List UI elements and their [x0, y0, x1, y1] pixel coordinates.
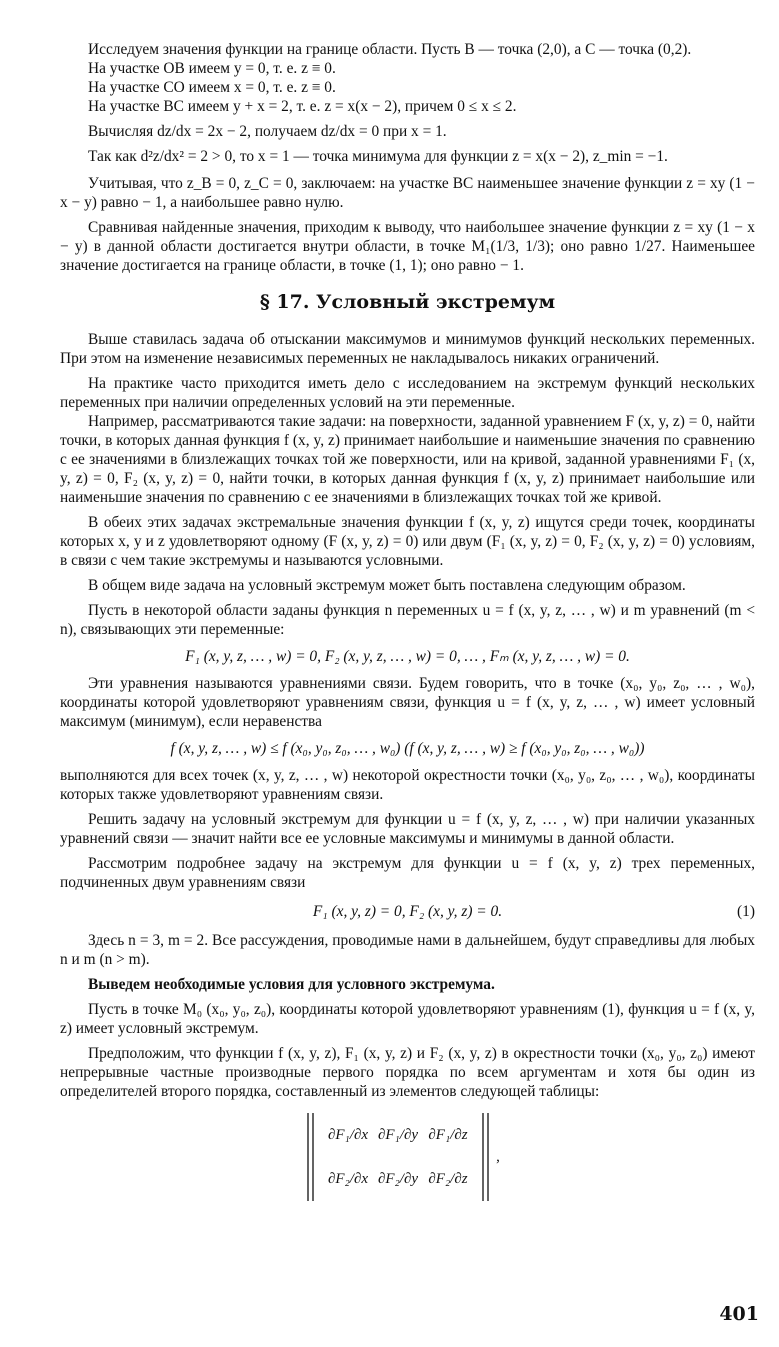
section-title: § 17. Условный экстремум — [259, 291, 556, 313]
matrix-cell: ∂F₁/∂x — [327, 1127, 368, 1143]
paragraph: Предположим, что функции f (x, y, z), F₁ (x, y, z) и F₂ (x, y, z) в окрестности точки (x₀, y₀, z₀) имеют непрерывные частные производные первого порядка по всем аргументам и хотя бы один из определителей второго порядка, составленный из элементов следующей таблицы: — [60, 1045, 755, 1100]
paragraph: Сравнивая найденные значения, приходим к выводу, что наибольшее значение функции z = xy (1 − x − y) в данной области достигается внутри области, в точке M₁(1/3, 1/3); оно равно 1/27. Наименьшее значение достигается на границе области, в точке (1, 1); оно равно − 1. — [60, 219, 755, 274]
matrix-cell: ∂F₁/∂z — [427, 1127, 468, 1143]
paragraph: Решить задачу на условный экстремум для функции u = f (x, y, z, … , w) при наличии указанных уравнений связи — значит найти все ее условные максимумы и минимумы в данной области. — [60, 811, 755, 847]
paragraph: Например, рассматриваются такие задачи: на поверхности, заданной уравнением F (x, y, z) = 0, найти точки, в которых данная функция f (x, y, z) принимает наибольшие и наименьшие значения по сравнению с ее значениями в близлежащих точках той же поверхности, или на кривой, заданной уравнениями F₁ (x, y, z) = 0, F₂ (x, y, z) = 0, найти точки, в которых данная функция f (x, y, z) принимает наибольшие или наименьшие значения по сравнению с ее значениями в близлежащих точках той же кривой. — [60, 413, 755, 506]
paragraph: Выше ставилась задача об отыскании максимумов и минимумов функций нескольких переменных. При этом на изменение независимых переменных не накладывалось никаких ограничений. — [60, 331, 755, 367]
paragraph: Исследуем значения функции на границе области. Пусть B — точка (2,0), а C — точка (0,2). — [88, 41, 692, 58]
equation-1 — [60, 902, 755, 921]
paragraph: Пусть в точке M₀ (x₀, y₀, z₀), координаты которой удовлетворяют уравнениям (1), функция u = f (x, y, z) имеет условный экстремум. — [60, 1001, 755, 1037]
paragraph: Так как d²z/dx² = 2 > 0, то x = 1 — точка минимума для функции z = x(x − 2), z_min = −1. — [88, 148, 668, 165]
jacobian-table — [60, 1107, 755, 1212]
matrix-cell: ∂F₂/∂x — [327, 1171, 368, 1187]
paragraph: Здесь n = 3, m = 2. Все рассуждения, проводимые нами в дальнейшем, будут справедливы для любых n и m (n > m). — [60, 932, 755, 968]
paragraph: Рассмотрим подробнее задачу на экстремум для функции u = f (x, y, z) трех переменных, подчиненных двум уравнениям связи — [60, 855, 755, 891]
matrix-cell: ∂F₁/∂y — [377, 1127, 418, 1143]
paragraph: На практике часто приходится иметь дело с исследованием на экстремум функций нескольких переменных при наличии определенных условий на эти переменные. — [60, 375, 755, 411]
paragraph: На участке BC имеем y + x = 2, т. е. z = x(x − 2), причем 0 ≤ x ≤ 2. — [88, 98, 517, 115]
matrix-cell: ∂F₂/∂y — [377, 1171, 418, 1187]
matrix-trailing: , — [495, 1149, 500, 1165]
paragraph: На участке CO имеем x = 0, т. е. z ≡ 0. — [88, 79, 336, 96]
jacobian-matrix — [298, 1107, 518, 1207]
equation-number: (1) — [737, 903, 755, 920]
paragraph: На участке OB имеем y = 0, т. е. z ≡ 0. — [88, 60, 336, 77]
paragraph: Пусть в некоторой области заданы функция n переменных u = f (x, y, z, … , w) и m уравнений (m < n), связывающих эти переменные: — [60, 602, 755, 638]
extremum-inequality: f (x, y, z, … , w) ≤ f (x₀, y₀, z₀, … , w₀) (f (x, y, z, … , w) ≥ f (x₀, y₀, z₀, … , w₀)) — [170, 740, 645, 757]
constraint-equations: F₁ (x, y, z, … , w) = 0, F₂ (x, y, z, … , w) = 0, … , Fₘ (x, y, z, … , w) = 0. — [185, 648, 630, 665]
matrix-cell: ∂F₂/∂z — [427, 1171, 468, 1187]
page-content — [60, 40, 755, 1212]
paragraph: Выведем необходимые условия для условного экстремума. — [88, 976, 495, 993]
paragraph: В общем виде задача на условный экстремум может быть поставлена следующим образом. — [88, 577, 686, 594]
paragraph: Эти уравнения называются уравнениями связи. Будем говорить, что в точке (x₀, y₀, z₀, … , w₀), координаты которой удовлетворяют уравнениям связи, функция u = f (x, y, z, … , w) имеет условный максимум (минимум), если неравенства — [60, 675, 755, 730]
page-number: 401 — [719, 1303, 759, 1325]
paragraph: Учитывая, что z_B = 0, z_C = 0, заключаем: на участке BC наименьшее значение функции z = xy (1 − x − y) равно − 1, а наибольшее равно нулю. — [60, 175, 755, 211]
paragraph: В обеих этих задачах экстремальные значения функции f (x, y, z) ищутся среди точек, координаты которых x, y и z удовлетворяют одному (F (x, y, z) = 0) или двум (F₁ (x, y, z) = 0, F₂ (x, y, z) = 0) условиям, в связи с чем такие экстремумы и называются условными. — [60, 514, 755, 569]
equation-1-body: F₁ (x, y, z) = 0, F₂ (x, y, z) = 0. — [312, 903, 503, 920]
paragraph: Вычисляя dz/dx = 2x − 2, получаем dz/dx = 0 при x = 1. — [88, 123, 447, 140]
paragraph: выполняются для всех точек (x, y, z, … , w) некоторой окрестности точки (x₀, y₀, z₀, … , w₀), координаты которых также удовлетворяют уравнениям связи. — [60, 767, 755, 803]
